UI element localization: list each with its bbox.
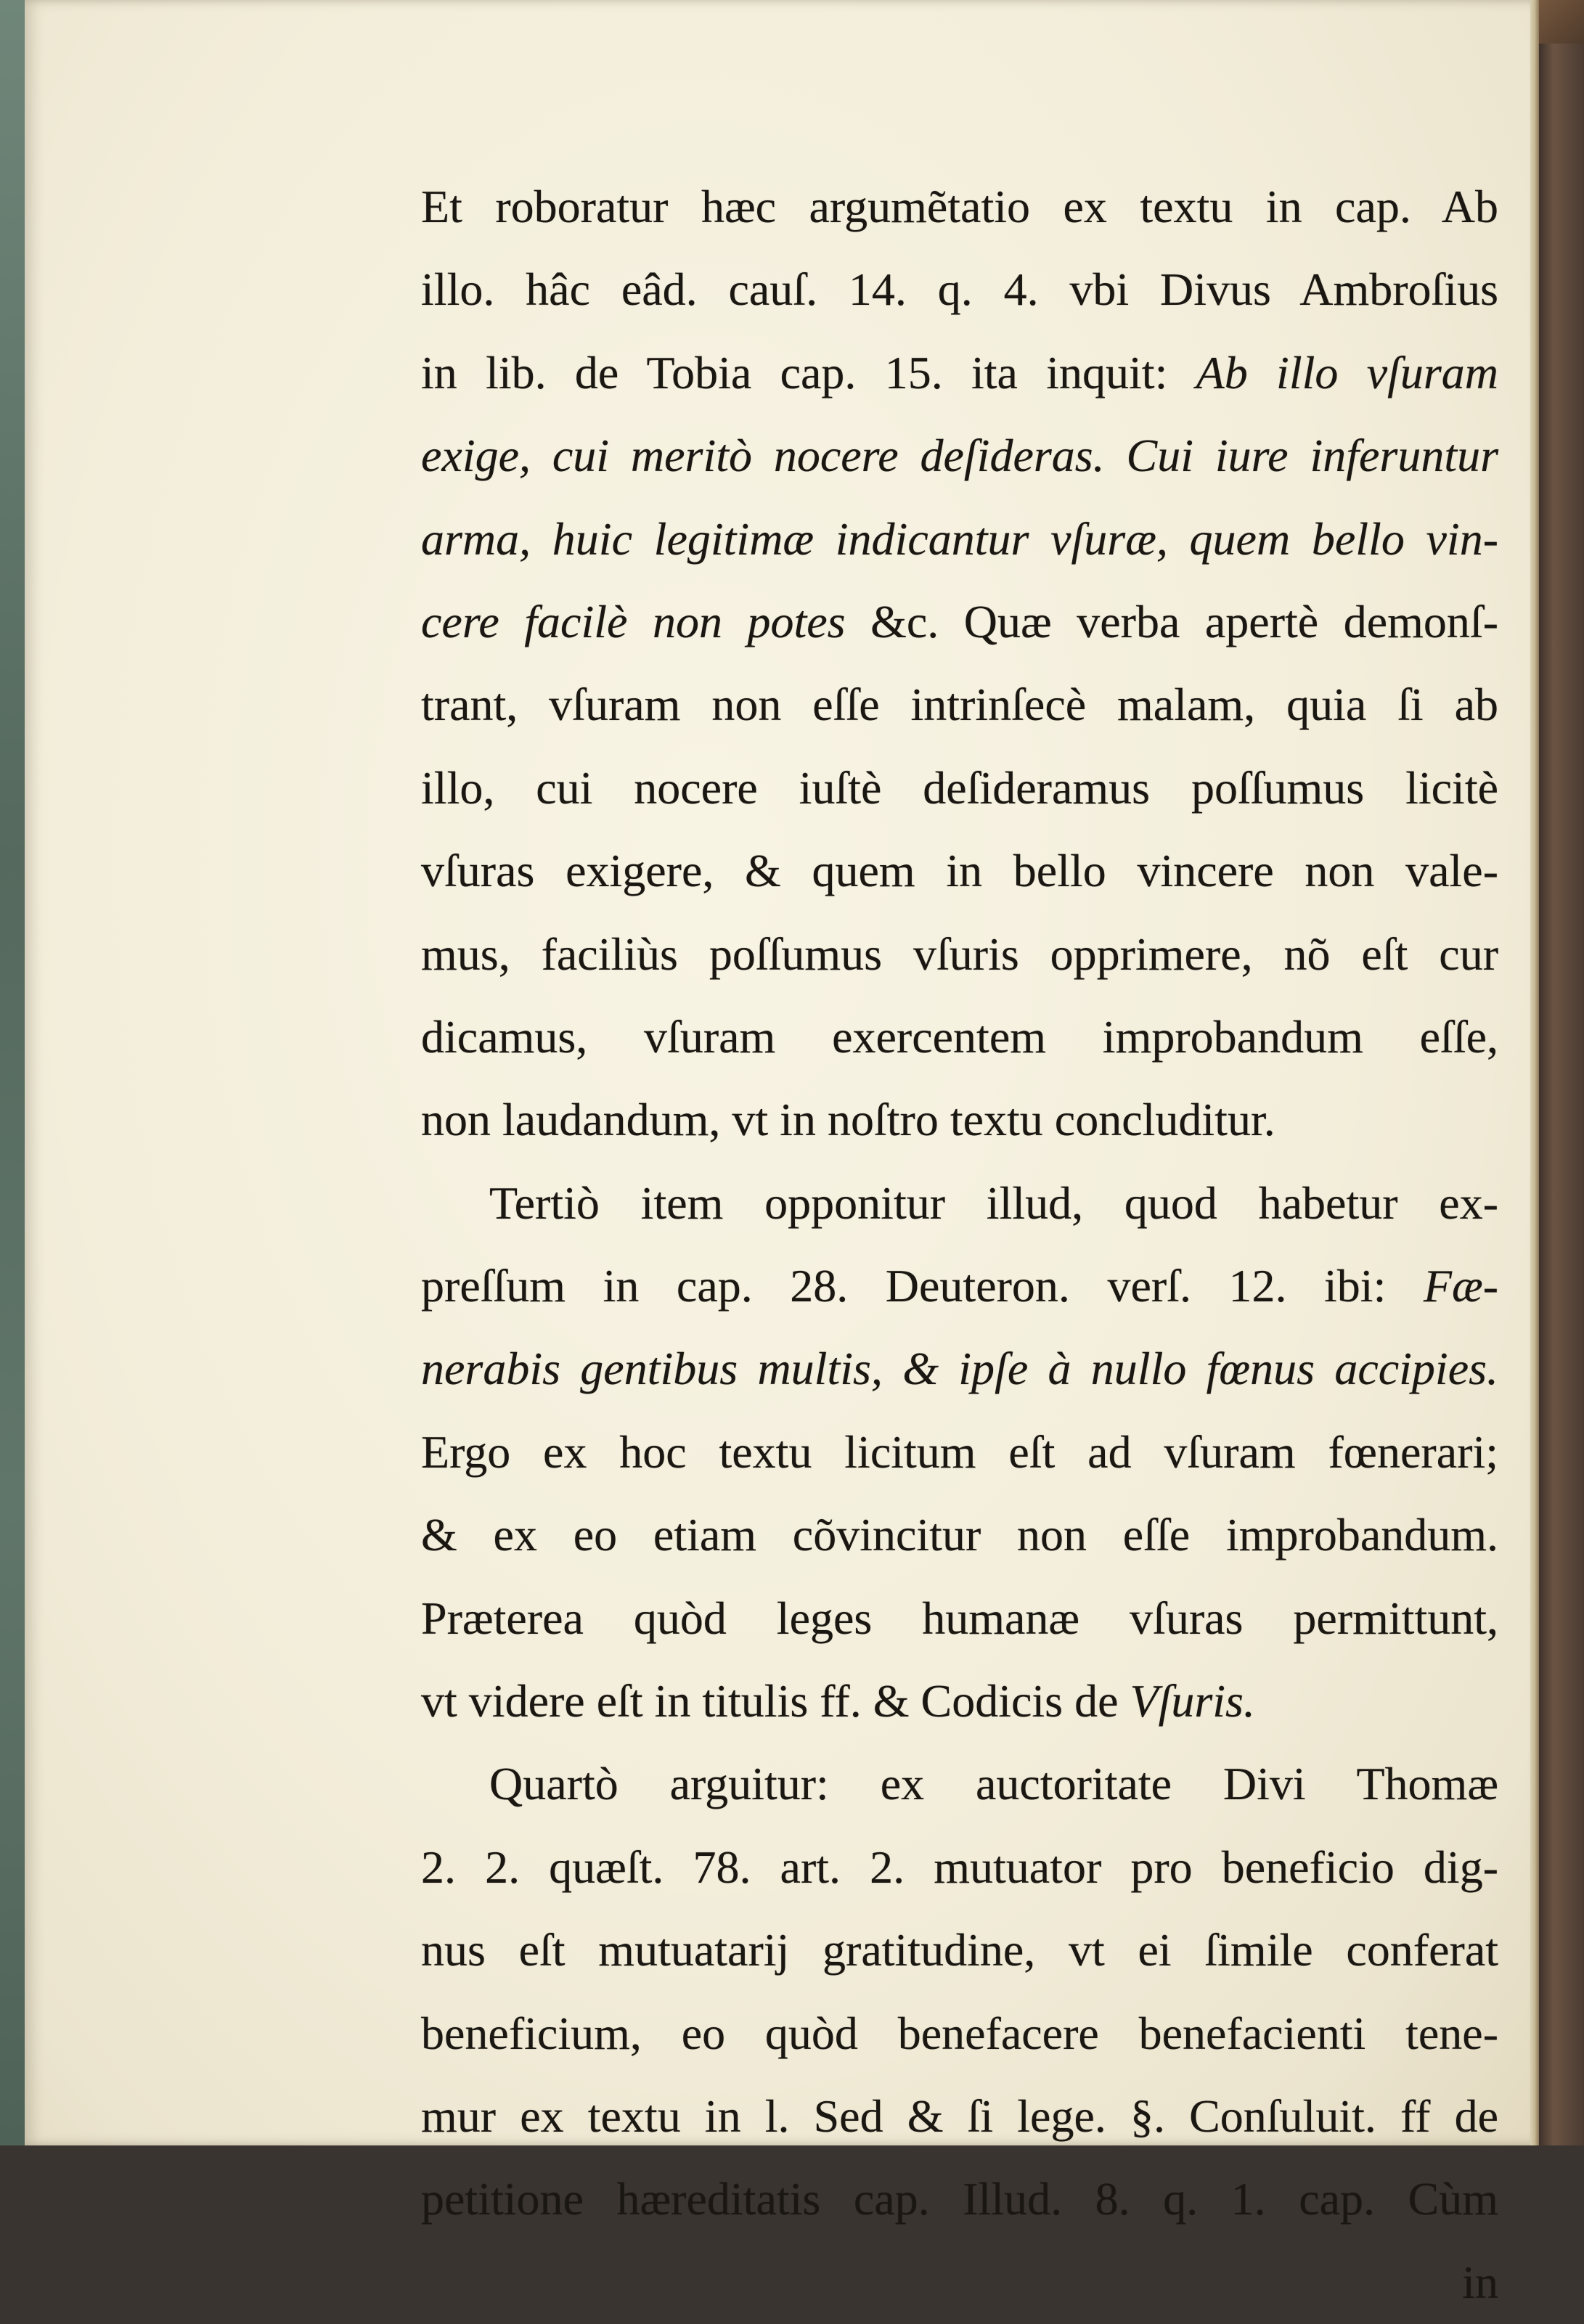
text-line (421, 414, 1498, 497)
roman-text: Quartò arguitur: ex auctoritate Divi Thomæ (489, 1758, 1498, 1810)
binding-cloth (0, 0, 26, 2145)
text-line (421, 1327, 1498, 1410)
text-line (421, 1079, 1498, 1161)
text-line (421, 663, 1498, 746)
catchword: in (1462, 2256, 1498, 2308)
roman-text: in lib. de Tobia cap. 15. ita inquit: (421, 346, 1196, 398)
roman-text: Et roboratur hæc argumẽtatio ex textu in cap. Ab (421, 181, 1498, 232)
text-line (421, 165, 1498, 248)
text-line (421, 2075, 1498, 2158)
text-line (421, 332, 1498, 414)
roman-text: vt videre eſt in titulis ff. & Codicis de (421, 1675, 1130, 1727)
text-line (421, 1826, 1498, 1909)
italic-text: Vſuris. (1130, 1675, 1255, 1727)
text-line (421, 747, 1498, 830)
roman-text: petitione hæreditatis cap. Illud. 8. q. 1. cap. Cùm (421, 2173, 1498, 2225)
text-line (421, 2158, 1498, 2241)
book-page (25, 0, 1539, 2308)
roman-text: vſuras exigere, & quem in bello vincere non vale- (421, 845, 1498, 897)
page-edge (1530, 0, 1539, 2145)
roman-text: Tertiò item opponitur illud, quod habetur ex- (489, 1177, 1498, 1229)
text-line (421, 1909, 1498, 1992)
italic-text: cere facilè non potes (421, 595, 871, 647)
text-line (421, 1660, 1498, 1743)
italic-text: exige, cui meritò nocere deſideras. Cui iure inferuntur (421, 430, 1498, 482)
text-line (421, 830, 1498, 912)
roman-text: dicamus, vſuram exercentem improbandum eſſe, (421, 1010, 1498, 1063)
italic-text: arma, huic legitimæ indicantur vſuræ, quem bello vin- (421, 512, 1498, 565)
roman-text: mus, faciliùs poſſumus vſuris opprimere, nõ eſt cur (421, 928, 1498, 980)
roman-text: Præterea quòd leges humanæ vſuras permittunt, (421, 1592, 1498, 1644)
text-line (421, 1743, 1498, 1825)
roman-text: 2. 2. quæſt. 78. art. 2. mutuator pro beneficio dig- (421, 1841, 1498, 1893)
roman-text: Quæ verba apertè demonſ- (939, 595, 1498, 647)
text-line (421, 1992, 1498, 2075)
italic-text: nerabis gentibus multis, & ipſe à nullo fœnus accipies. (421, 1343, 1498, 1395)
text-line (421, 1245, 1498, 1327)
roman-text: & ex eo etiam cõvincitur non eſſe improbandum. (421, 1509, 1498, 1561)
text-line (421, 1411, 1498, 1494)
roman-text: nus eſt mutuatarij gratitudine, vt ei ſimile conferat (421, 1924, 1498, 1976)
text-line (421, 1577, 1498, 1660)
text-block (421, 165, 1498, 2324)
roman-text: illo, cui nocere iuſtè deſideramus poſſumus licitè (421, 761, 1498, 814)
text-line (421, 581, 1498, 663)
roman-text: &c. (870, 595, 939, 647)
text-line (421, 1494, 1498, 1576)
text-line (421, 996, 1498, 1079)
roman-text: preſſum in cap. 28. Deuteron. verſ. 12. ibi: (421, 1260, 1424, 1312)
cover-corner (1532, 0, 1584, 44)
italic-text: Fæ- (1423, 1260, 1498, 1312)
roman-text: non laudandum, vt in noſtro textu concluditur. (421, 1094, 1275, 1146)
roman-text: trant, vſuram non eſſe intrinſecè malam, quia ſi ab (421, 679, 1498, 731)
roman-text: beneficium, eo quòd benefacere benefacienti tene- (421, 2007, 1498, 2059)
roman-text: mur ex textu in l. Sed & ſi lege. §. Conſuluit. ff de (421, 2090, 1498, 2142)
text-line (421, 913, 1498, 996)
italic-text: Ab illo vſuram (1196, 346, 1499, 398)
text-line (421, 248, 1498, 331)
roman-text: Ergo ex hoc textu licitum eſt ad vſuram fœnerari; (421, 1425, 1498, 1478)
text-line (421, 498, 1498, 581)
roman-text: illo. hâc eâd. cauſ. 14. q. 4. vbi Divus Ambroſius (421, 263, 1498, 316)
text-line (421, 1162, 1498, 1245)
